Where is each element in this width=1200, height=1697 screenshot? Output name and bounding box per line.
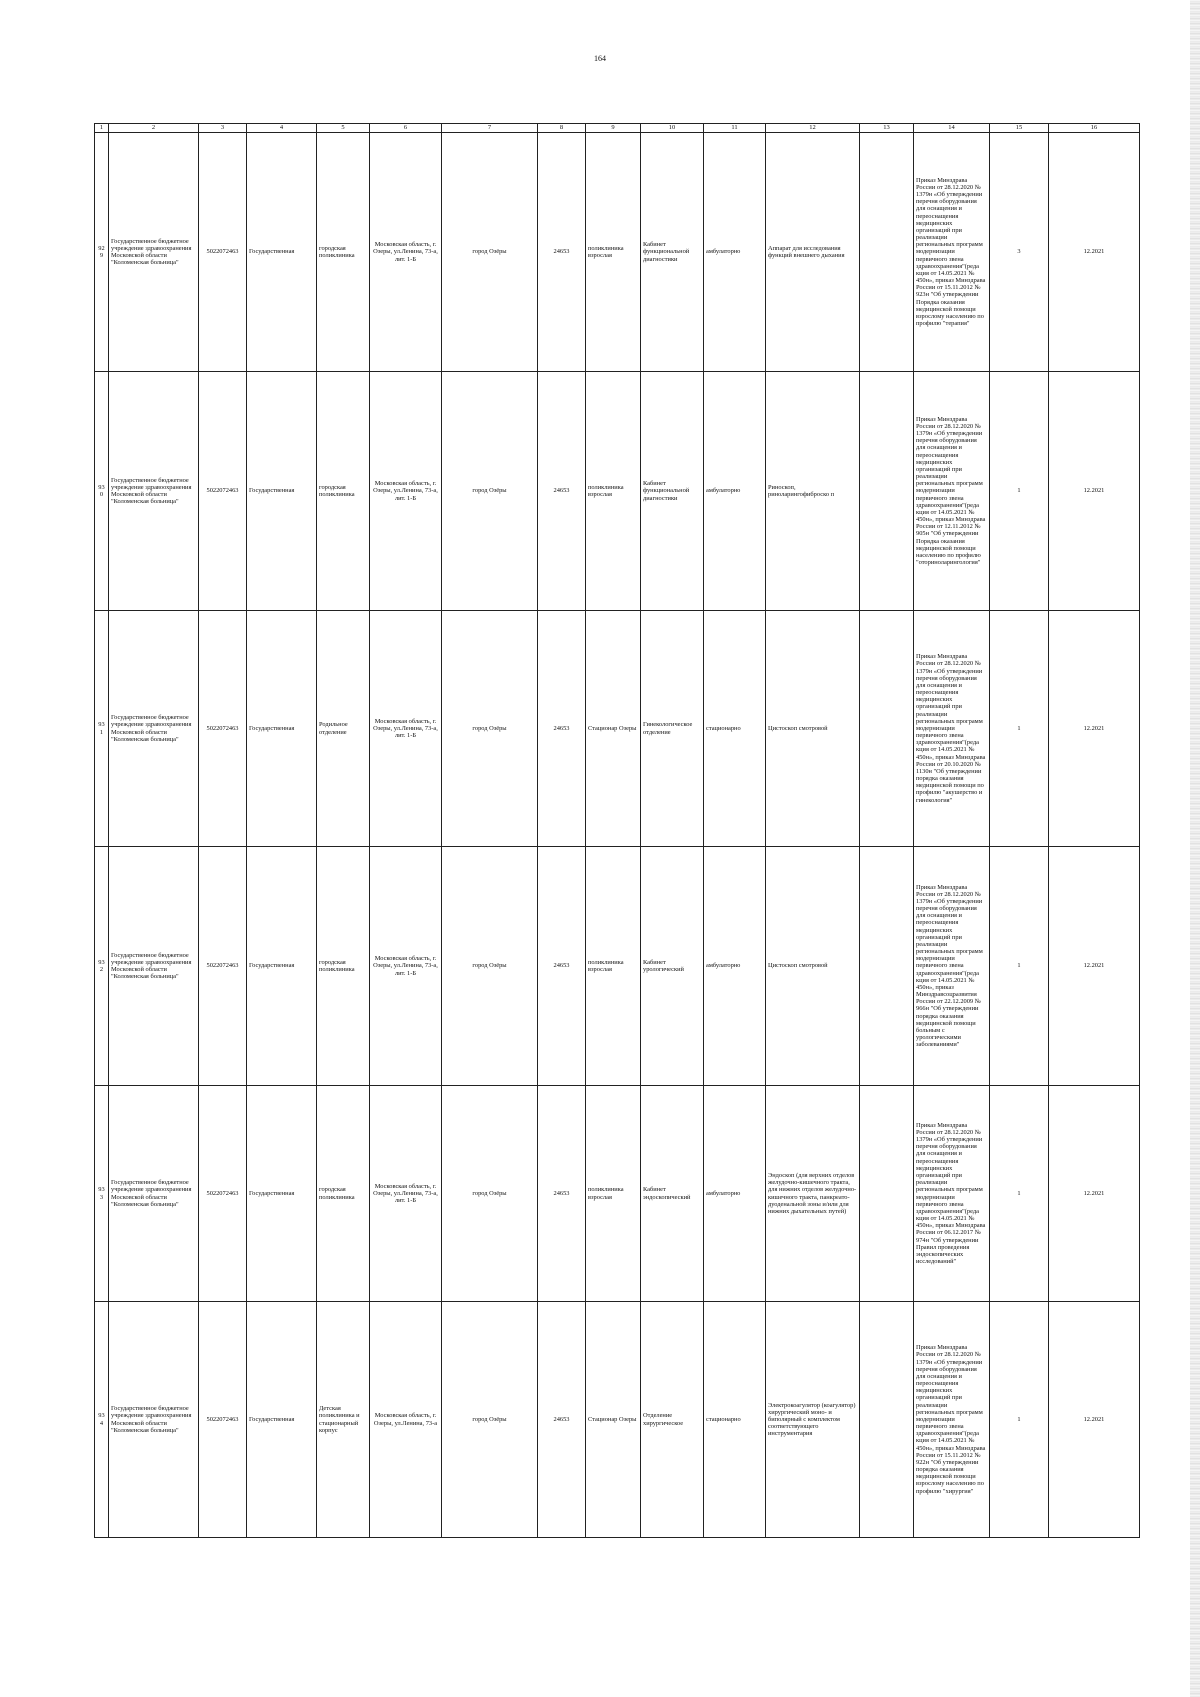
legal-basis-cell: Приказ Минздрава России от 28.12.2020 № 1379н «Об утверждении перечня оборудования для оснащения и переоснащения медицинских организаций при реализации региональных программ модернизации первичного звена здравоохранения"(реда кция от 14.05.2021 № 450н», приказ Минздравсоцразвития России от 22.12.2009 № 966н "Об утверждении порядка оказания медицинской помощи больным с урологическими заболеваниями" (914, 847, 990, 1086)
page-number: 164 (594, 54, 606, 63)
code-cell: 24653 (538, 1086, 586, 1302)
row-number: 934 (95, 1302, 109, 1538)
code-cell: 24653 (538, 1302, 586, 1538)
column-header: 9 (586, 124, 641, 133)
inn-cell: 5022072463 (199, 133, 247, 372)
cabinet-cell: Гинекологическое отделение (641, 611, 704, 847)
row-number: 929 (95, 133, 109, 372)
inn-cell: 5022072463 (199, 1302, 247, 1538)
legal-basis-cell: Приказ Минздрава России от 28.12.2020 № 1379н «Об утверждении перечня оборудования для оснащения и переоснащения медицинских организаций при реализации региональных программ модернизации первичного звена здравоохранения"(реда кция от 14.05.2021 № 450н», приказ Минздрава России от 06.12.2017 № 974н "Об утверждении Правил проведения эндоскопических исследований" (914, 1086, 990, 1302)
column-header: 2 (109, 124, 199, 133)
subdivision-cell: Стационар Озеры (586, 1302, 641, 1538)
care-type-cell: амбулаторно (704, 847, 766, 1086)
unit-cell: Родильное отделение (317, 611, 370, 847)
header-row (95, 124, 1140, 133)
column-header: 12 (766, 124, 860, 133)
cabinet-cell: Кабинет урологический (641, 847, 704, 1086)
quantity-cell: 3 (990, 133, 1049, 372)
organization-name: Государственное бюджетное учреждение здравоохранения Московской области "Коломенская больница" (109, 133, 199, 372)
column-header: 15 (990, 124, 1049, 133)
code-cell: 24653 (538, 133, 586, 372)
organization-name: Государственное бюджетное учреждение здравоохранения Московской области "Коломенская больница" (109, 611, 199, 847)
inn-cell: 5022072463 (199, 372, 247, 611)
address-cell: Московская область, г. Озеры, ул.Ленина, 73-а, лит. 1-Б (370, 1086, 442, 1302)
ownership-cell: Государственная (247, 1302, 317, 1538)
inn-cell: 5022072463 (199, 1086, 247, 1302)
unit-cell: городская поликлиника (317, 847, 370, 1086)
table-row (95, 1302, 1140, 1538)
equipment-cell: Аппарат для исследования функций внешнего дыхания (766, 133, 860, 372)
address-cell: Московская область, г. Озеры, ул.Ленина, 73-а, лит. 1-Б (370, 372, 442, 611)
equipment-cell: Риноскоп, риноларингофиброско п (766, 372, 860, 611)
inn-cell: 5022072463 (199, 847, 247, 1086)
date-cell: 12.2021 (1049, 1302, 1140, 1538)
locality-cell: город Озёры (442, 611, 538, 847)
cabinet-cell: Кабинет функциональной диагностики (641, 133, 704, 372)
ownership-cell: Государственная (247, 847, 317, 1086)
locality-cell: город Озёры (442, 847, 538, 1086)
column-header: 14 (914, 124, 990, 133)
legal-basis-cell: Приказ Минздрава России от 28.12.2020 № 1379н «Об утверждении перечня оборудования для оснащения и переоснащения медицинских организаций при реализации региональных программ модернизации первичного звена здравоохранения"(реда кция от 14.05.2021 № 450н», приказ Минздрава России от 15.11.2012 № 922н "Об утверждении порядка оказания медицинской помощи взрослому населению по профилю "хирургия" (914, 1302, 990, 1538)
ownership-cell: Государственная (247, 611, 317, 847)
column-header: 3 (199, 124, 247, 133)
empty-cell (860, 1086, 914, 1302)
row-number: 933 (95, 1086, 109, 1302)
locality-cell: город Озёры (442, 1302, 538, 1538)
subdivision-cell: Стационар Озеры (586, 611, 641, 847)
cabinet-cell: Отделение хирургическое (641, 1302, 704, 1538)
registry-table (94, 123, 1140, 1538)
organization-name: Государственное бюджетное учреждение здравоохранения Московской области "Коломенская больница" (109, 372, 199, 611)
care-type-cell: амбулаторно (704, 133, 766, 372)
locality-cell: город Озёры (442, 133, 538, 372)
code-cell: 24653 (538, 847, 586, 1086)
quantity-cell: 1 (990, 1086, 1049, 1302)
column-header: 8 (538, 124, 586, 133)
equipment-cell: Эндоскоп (для верхних отделов желудочно-кишечного тракта, для нижних отделов желудочно-кишечного тракта, панкреато-дуоденальной зоны и/или для нижних дыхательных путей) (766, 1086, 860, 1302)
locality-cell: город Озёры (442, 372, 538, 611)
care-type-cell: амбулаторно (704, 1086, 766, 1302)
column-header: 1 (95, 124, 109, 133)
empty-cell (860, 372, 914, 611)
empty-cell (860, 847, 914, 1086)
column-header: 13 (860, 124, 914, 133)
unit-cell: городская поликлиника (317, 133, 370, 372)
address-cell: Московская область, г. Озеры, ул.Ленина, 73-а (370, 1302, 442, 1538)
table-row (95, 133, 1140, 372)
quantity-cell: 1 (990, 372, 1049, 611)
care-type-cell: амбулаторно (704, 372, 766, 611)
scan-edge-artifact (1190, 0, 1200, 1697)
quantity-cell: 1 (990, 1302, 1049, 1538)
address-cell: Московская область, г. Озеры, ул.Ленина, 73-а, лит. 1-Б (370, 611, 442, 847)
subdivision-cell: поликлиника взрослая (586, 847, 641, 1086)
date-cell: 12.2021 (1049, 611, 1140, 847)
ownership-cell: Государственная (247, 133, 317, 372)
table-row (95, 847, 1140, 1086)
column-header: 6 (370, 124, 442, 133)
empty-cell (860, 1302, 914, 1538)
table-row (95, 1086, 1140, 1302)
date-cell: 12.2021 (1049, 372, 1140, 611)
row-number: 930 (95, 372, 109, 611)
subdivision-cell: поликлиника взрослая (586, 133, 641, 372)
row-number: 932 (95, 847, 109, 1086)
column-header: 5 (317, 124, 370, 133)
legal-basis-cell: Приказ Минздрава России от 28.12.2020 № 1379н «Об утверждении перечня оборудования для оснащения и переоснащения медицинских организаций при реализации региональных программ модернизации первичного звена здравоохранения"(реда кция от 14.05.2021 № 450н», приказ Минздрава России от 15.11.2012 № 923н "Об утверждении Порядка оказания медицинской помощи взрослому населению по профилю "терапия" (914, 133, 990, 372)
care-type-cell: стационарно (704, 1302, 766, 1538)
empty-cell (860, 133, 914, 372)
quantity-cell: 1 (990, 611, 1049, 847)
column-header: 4 (247, 124, 317, 133)
table-row (95, 372, 1140, 611)
ownership-cell: Государственная (247, 372, 317, 611)
organization-name: Государственное бюджетное учреждение здравоохранения Московской области "Коломенская больница" (109, 847, 199, 1086)
equipment-cell: Электрокоагулятор (коагулятор) хирургический моно- и биполярный с комплектом соответствующего инструментария (766, 1302, 860, 1538)
organization-name: Государственное бюджетное учреждение здравоохранения Московской области "Коломенская больница" (109, 1302, 199, 1538)
column-header: 10 (641, 124, 704, 133)
cabinet-cell: Кабинет функциональной диагностики (641, 372, 704, 611)
code-cell: 24653 (538, 611, 586, 847)
table-row (95, 611, 1140, 847)
unit-cell: городская поликлиника (317, 372, 370, 611)
organization-name: Государственное бюджетное учреждение здравоохранения Московской области "Коломенская больница" (109, 1086, 199, 1302)
column-header: 11 (704, 124, 766, 133)
column-header: 16 (1049, 124, 1140, 133)
code-cell: 24653 (538, 372, 586, 611)
legal-basis-cell: Приказ Минздрава России от 28.12.2020 № 1379н «Об утверждении перечня оборудования для оснащения и переоснащения медицинских организаций при реализации региональных программ модернизации первичного звена здравоохранения"(реда кция от 14.05.2021 № 450н», приказ Минздрава России от 20.10.2020 № 1130н "Об утверждении порядка оказания медицинской помощи по профилю "акушерство и гинекология" (914, 611, 990, 847)
subdivision-cell: поликлиника взрослая (586, 372, 641, 611)
equipment-cell: Цистоскоп смотровой (766, 847, 860, 1086)
subdivision-cell: поликлиника взрослая (586, 1086, 641, 1302)
legal-basis-cell: Приказ Минздрава России от 28.12.2020 № 1379н «Об утверждении перечня оборудования для оснащения и переоснащения медицинских организаций при реализации региональных программ модернизации первичного звена здравоохранения"(реда кция от 14.05.2021 № 450н», приказ Минздрава России от 12.11.2012 № 905н "Об утверждении Порядка оказания медицинской помощи населению по профилю "оториноларингология" (914, 372, 990, 611)
equipment-cell: Цистоскоп смотровой (766, 611, 860, 847)
address-cell: Московская область, г. Озеры, ул.Ленина, 73-а, лит. 1-Б (370, 133, 442, 372)
inn-cell: 5022072463 (199, 611, 247, 847)
address-cell: Московская область, г. Озеры, ул.Ленина, 73-а, лит. 1-Б (370, 847, 442, 1086)
date-cell: 12.2021 (1049, 1086, 1140, 1302)
empty-cell (860, 611, 914, 847)
row-number: 931 (95, 611, 109, 847)
quantity-cell: 1 (990, 847, 1049, 1086)
column-header: 7 (442, 124, 538, 133)
cabinet-cell: Кабинет эндоскопический (641, 1086, 704, 1302)
unit-cell: Детская поликлиника и стационарный корпус (317, 1302, 370, 1538)
locality-cell: город Озёры (442, 1086, 538, 1302)
date-cell: 12.2021 (1049, 133, 1140, 372)
unit-cell: городская поликлиника (317, 1086, 370, 1302)
care-type-cell: стационарно (704, 611, 766, 847)
ownership-cell: Государственная (247, 1086, 317, 1302)
date-cell: 12.2021 (1049, 847, 1140, 1086)
